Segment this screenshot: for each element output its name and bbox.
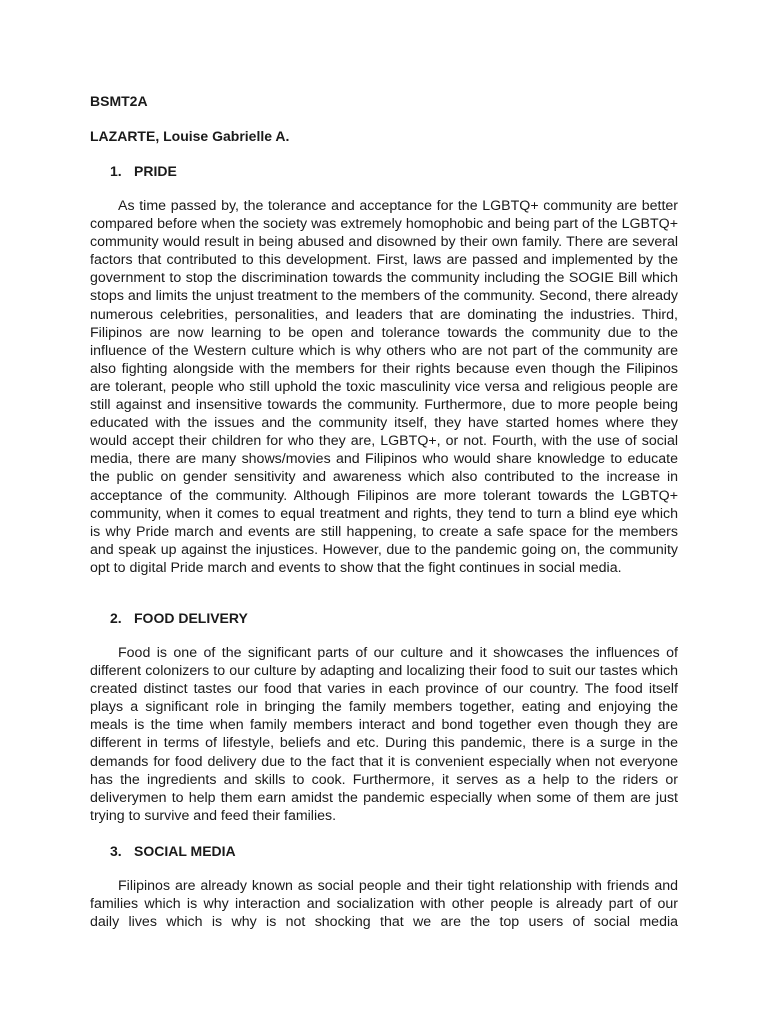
- section-title: PRIDE: [134, 163, 177, 179]
- section-number: 3.: [110, 843, 122, 859]
- student-name: LAZARTE, Louise Gabrielle A.: [90, 128, 290, 144]
- section-title: FOOD DELIVERY: [134, 610, 248, 626]
- class-code: BSMT2A: [90, 93, 148, 109]
- section-paragraph-pride: As time passed by, the tolerance and acceptance for the LGBTQ+ community are better compared before when the society was extremely homophobic and being part of the LGBTQ+ community would result in being abused and disowned by their own family. There are several factors that contributed to this development. First, laws are passed and implemented by the government to stop the discrimination towards the community including the SOGIE Bill which stops and limits the unjust treatment to the members of the community. Second, there already numerous celebrities, personalities, and leaders that are dominating the industries. Third, Filipinos are now learning to be open and tolerance towards the community due to the influence of the Western culture which is why others who are not part of the community are also fighting alongside with the members for their rights because even though the Filipinos are tolerant, people who still uphold the toxic masculinity vice versa and religious people are still against and insensitive towards the community. Furthermore, due to more people being educated with the issues and the community itself, they have started homes where they would accept their children for who they are, LGBTQ+, or not. Fourth, with the use of social media, there are many shows/movies and Filipinos who would share knowledge to educate the public on gender sensitivity and awareness which also contributed to the increase in acceptance of the community. Although Filipinos are more tolerant towards the LGBTQ+ community, when it comes to equal treatment and rights, they tend to turn a blind eye which is why Pride march and events are still happening, to create a safe space for the members and speak up against the injustices. However, due to the pandemic going on, the community opt to digital Pride march and events to show that the fight continues in social media.: [90, 198, 678, 576]
- section-heading-social-media: [110, 842, 236, 860]
- section-number: 1.: [110, 163, 122, 179]
- section-title: SOCIAL MEDIA: [134, 843, 236, 859]
- section-heading-food-delivery: [110, 609, 248, 627]
- section-paragraph-food-delivery: Food is one of the significant parts of our culture and it showcases the influences of different colonizers to our culture by adapting and localizing their food to suit our tastes which created distinct tastes our food that varies in each province of our country. The food itself plays a significant role in bringing the family members together, eating and enjoying the meals is the time when family members interact and bond together even though they are different in terms of lifestyle, beliefs and etc. During this pandemic, there is a surge in the demands for food delivery due to the fact that it is convenient especially when not everyone has the ingredients and skills to cook. Furthermore, it serves as a help to the riders or deliverymen to help them earn amidst the pandemic especially when some of them are just trying to survive and feed their families.: [90, 645, 678, 824]
- section-number: 2.: [110, 610, 122, 626]
- section-heading-pride: [110, 162, 177, 180]
- section-paragraph-social-media: Filipinos are already known as social people and their tight relationship with friends and families which is why interaction and socialization with other people is already part of our daily lives which is why is not shocking that we are the top users of social media: [90, 878, 678, 931]
